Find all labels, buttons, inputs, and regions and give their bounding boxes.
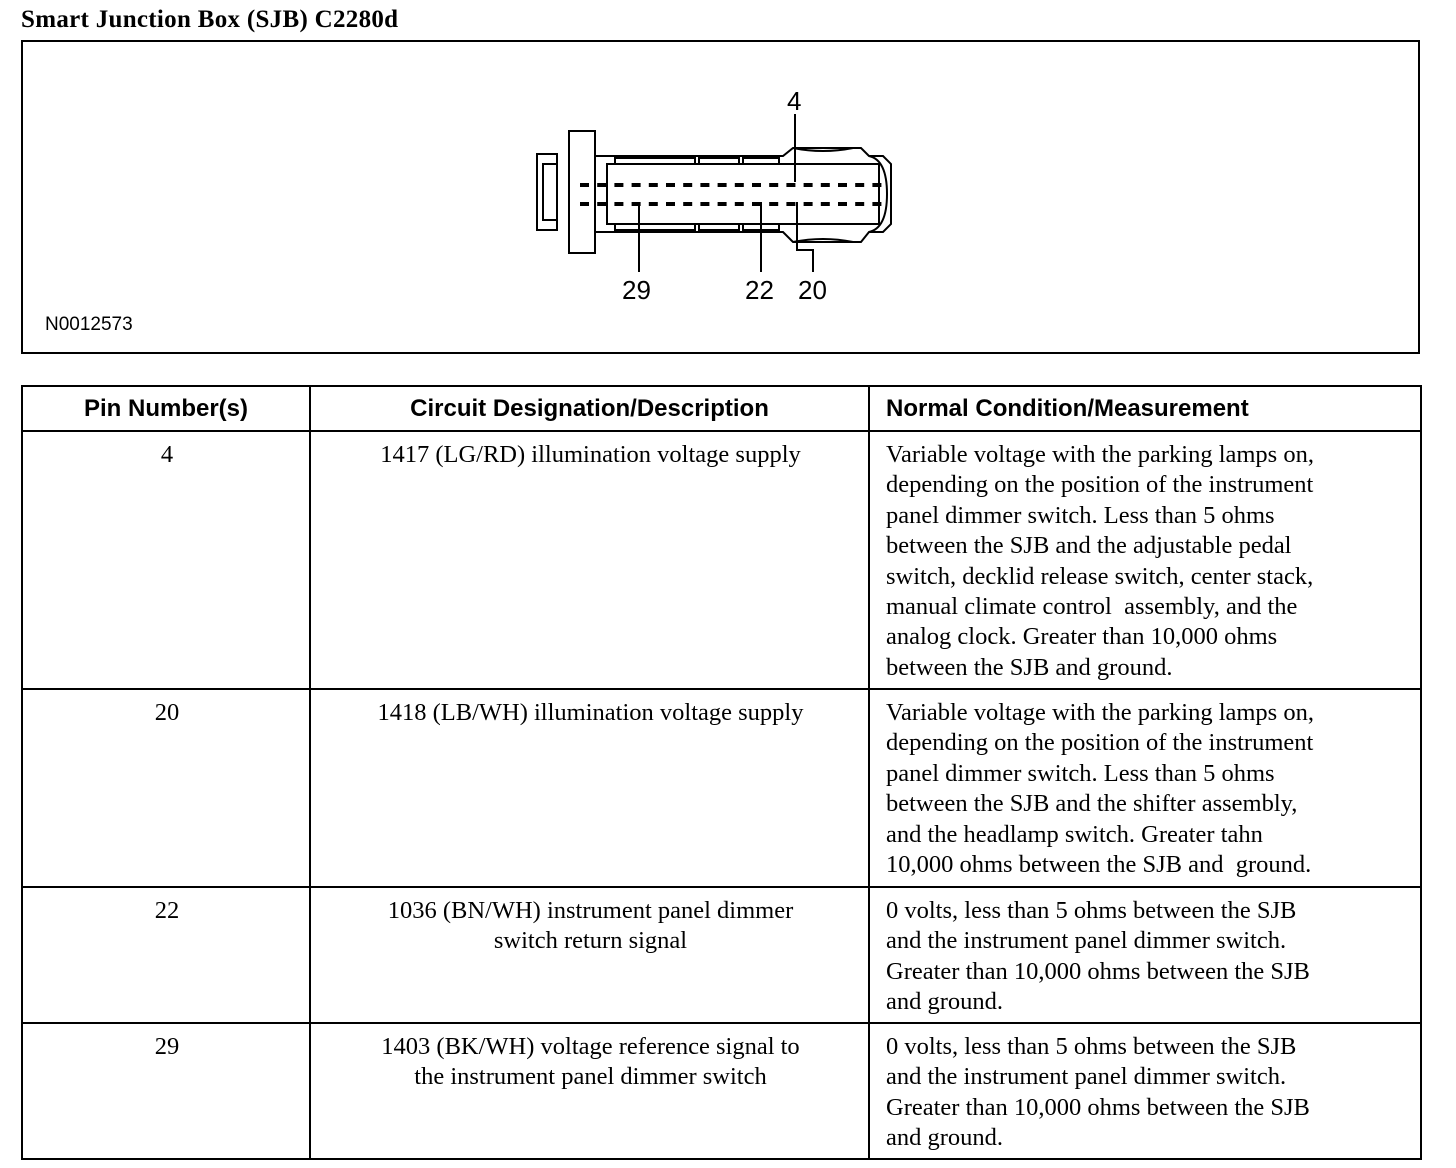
pin-slot	[666, 202, 675, 206]
condition-line: depending on the position of the instrument	[886, 729, 1314, 757]
pin-number: 20	[154, 699, 180, 726]
pin-slot	[821, 202, 830, 206]
circuit-line: the instrument panel dimmer switch	[414, 1063, 767, 1091]
pin-callout-22: 22	[745, 275, 774, 305]
pin-callout-29: 29	[622, 275, 651, 305]
pin-number: 22	[154, 897, 180, 924]
condition-cell	[869, 1023, 1421, 1159]
pin-slot	[735, 202, 744, 206]
pin-slot	[700, 183, 709, 187]
circuit-line: 1417 (LG/RD) illumination voltage supply	[380, 441, 801, 468]
pin-slot	[632, 183, 641, 187]
pin-slot	[752, 202, 761, 206]
connector-latch-left	[537, 154, 557, 230]
header-condition: Normal Condition/Measurement	[869, 386, 1421, 431]
pin-slot	[718, 183, 727, 187]
pin-slot	[735, 183, 744, 187]
circuit-line: switch return signal	[493, 927, 688, 955]
header-circuit: Circuit Designation/Description	[310, 386, 869, 431]
pin-slot	[683, 183, 692, 187]
pin-callout-20: 20	[798, 275, 827, 305]
figure-id: N0012573	[45, 314, 133, 335]
pin-slot	[649, 183, 658, 187]
condition-line: and the instrument panel dimmer switch.	[886, 927, 1287, 955]
condition-line: between the SJB and the shifter assembly,	[886, 790, 1298, 818]
condition-cell	[869, 431, 1421, 689]
condition-cell	[869, 887, 1421, 1023]
connector-figure	[21, 40, 1420, 354]
condition-line: switch, decklid release switch, center stack,	[886, 562, 1314, 590]
condition-line: depending on the position of the instrument	[886, 471, 1314, 499]
pin-number: 29	[154, 1033, 180, 1060]
condition-line: panel dimmer switch. Less than 5 ohms	[886, 501, 1275, 529]
pin-slot	[855, 202, 864, 206]
circuit-cell	[310, 431, 869, 689]
pin-table	[21, 385, 1422, 1160]
pin-slot	[769, 183, 778, 187]
pin-slot	[855, 183, 864, 187]
leader-line-pin-20	[797, 202, 813, 272]
pin-slot	[700, 202, 709, 206]
pin-slot	[786, 202, 795, 206]
condition-line: Variable voltage with the parking lamps on,	[886, 441, 1314, 468]
pin-slot	[580, 183, 589, 187]
pin-slot	[804, 202, 813, 206]
condition-line: between the SJB and ground.	[886, 653, 1173, 681]
pin-slot	[580, 202, 589, 206]
pin-slot	[666, 183, 675, 187]
pin-slot	[804, 183, 813, 187]
page-title: Smart Junction Box (SJB) C2280d	[21, 6, 399, 33]
condition-line: and ground.	[886, 1124, 1004, 1152]
circuit-line: 1036 (BN/WH) instrument panel dimmer	[387, 897, 794, 924]
condition-line: 10,000 ohms between the SJB and ground.	[886, 851, 1312, 879]
condition-line: 0 volts, less than 5 ohms between the SJB	[886, 1033, 1297, 1060]
pin-number-cell	[22, 689, 310, 887]
circuit-cell	[310, 689, 869, 887]
pin-slot	[838, 183, 847, 187]
table-header-row	[22, 386, 1421, 431]
table-row	[22, 431, 1421, 689]
condition-line: analog clock. Greater than 10,000 ohms	[886, 623, 1278, 651]
pin-slot	[838, 202, 847, 206]
table-row	[22, 887, 1421, 1023]
pin-slot	[683, 202, 692, 206]
condition-line: manual climate control assembly, and the	[886, 593, 1298, 621]
condition-line: and the headlamp switch. Greater tahn	[886, 820, 1263, 848]
pin-rows	[580, 183, 881, 206]
pin-number: 4	[160, 441, 174, 468]
connector-drawing	[23, 42, 1418, 352]
table-row	[22, 689, 1421, 887]
condition-line: panel dimmer switch. Less than 5 ohms	[886, 759, 1275, 787]
connector-flange	[569, 131, 595, 253]
pin-slot	[769, 202, 778, 206]
pin-number-cell	[22, 431, 310, 689]
circuit-line: 1418 (LB/WH) illumination voltage supply	[377, 699, 804, 726]
condition-line: between the SJB and the adjustable pedal	[886, 532, 1292, 560]
condition-line: Greater than 10,000 ohms between the SJB	[886, 1093, 1310, 1121]
header-pin-numbers: Pin Number(s)	[22, 386, 310, 431]
pin-slot	[649, 202, 658, 206]
pin-slot	[614, 183, 623, 187]
pin-slot	[786, 183, 795, 187]
condition-line: Variable voltage with the parking lamps on,	[886, 699, 1314, 726]
condition-cell	[869, 689, 1421, 887]
pin-slot	[718, 202, 727, 206]
pin-slot	[614, 202, 623, 206]
circuit-cell	[310, 1023, 869, 1159]
pin-callout-4: 4	[787, 86, 802, 116]
table-row	[22, 1023, 1421, 1159]
condition-line: 0 volts, less than 5 ohms between the SJB	[886, 897, 1297, 924]
pin-number-cell	[22, 887, 310, 1023]
pin-slot	[752, 183, 761, 187]
pin-slot	[872, 202, 881, 206]
pin-slot	[872, 183, 881, 187]
condition-line: and the instrument panel dimmer switch.	[886, 1063, 1287, 1091]
condition-line: and ground.	[886, 988, 1004, 1016]
pin-number-cell	[22, 1023, 310, 1159]
circuit-cell	[310, 887, 869, 1023]
pin-slot	[597, 183, 606, 187]
pin-slot	[597, 202, 606, 206]
condition-line: Greater than 10,000 ohms between the SJB	[886, 957, 1310, 985]
circuit-line: 1403 (BK/WH) voltage reference signal to	[381, 1033, 800, 1060]
pin-slot	[821, 183, 830, 187]
